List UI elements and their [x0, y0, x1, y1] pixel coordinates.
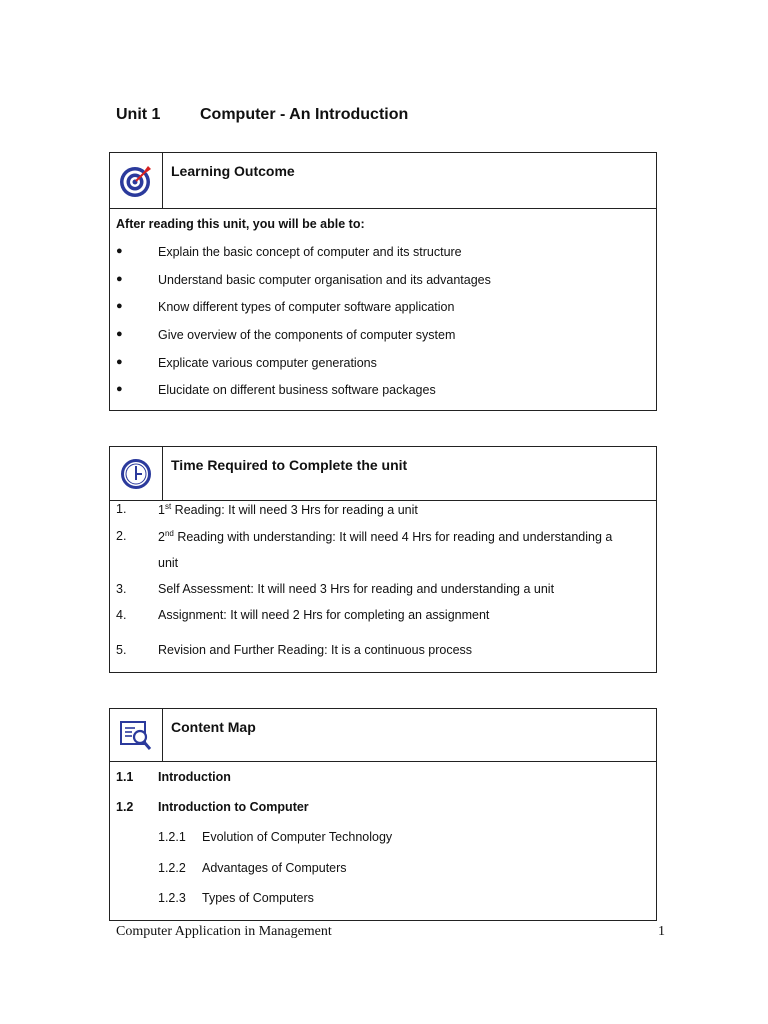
- time-item-description: Assignment: It will need 2 Hrs for completing an assignment: [158, 608, 490, 622]
- content-map-text: Introduction: [158, 770, 231, 784]
- learning-intro: After reading this unit, you will be able to:: [116, 217, 365, 231]
- content-map-number: 1.2: [116, 800, 134, 814]
- content-map-text: Advantages of Computers: [202, 861, 347, 875]
- page-number: 1: [658, 924, 665, 939]
- time-item-number: 4.: [116, 608, 127, 622]
- learning-item-text: Explain the basic concept of computer and its structure: [158, 245, 462, 259]
- content-map-title: Content Map: [171, 719, 256, 735]
- learning-outcome-header: [110, 153, 656, 209]
- target-icon: [118, 163, 154, 199]
- time-item-text: [158, 582, 554, 596]
- time-item-text: [158, 608, 489, 622]
- document-magnifier-icon: [118, 718, 154, 752]
- content-map-text: Types of Computers: [202, 891, 314, 905]
- time-item-description: Revision and Further Reading: It is a continuous process: [158, 643, 473, 657]
- footer-title: Computer Application in Management: [116, 924, 332, 939]
- time-item-number: 2.: [116, 529, 127, 543]
- learning-item-text: Explicate various computer generations: [158, 356, 377, 370]
- time-item-text: [158, 502, 418, 517]
- clock-icon: [120, 458, 152, 490]
- content-map-text: Introduction to Computer: [158, 800, 309, 814]
- content-map-number: 1.2.3: [158, 891, 186, 905]
- time-required-box: [109, 446, 657, 673]
- content-map-box: [109, 708, 657, 921]
- content-map-text: Evolution of Computer Technology: [202, 830, 393, 844]
- content-map-number: 1.2.2: [158, 861, 186, 875]
- time-item-number: 5.: [116, 643, 127, 657]
- content-map-number: 1.2.1: [158, 830, 186, 844]
- time-item-description: Reading: It will need 3 Hrs for reading a unit: [171, 503, 418, 518]
- learning-outcome-box: [109, 152, 657, 411]
- time-item-number: 1.: [116, 502, 127, 516]
- time-item-description: Self Assessment: It will need 3 Hrs for reading and understanding a unit: [158, 582, 555, 596]
- time-required-title: Time Required to Complete the unit: [171, 457, 408, 473]
- content-map-header: [110, 709, 656, 762]
- learning-item-text: Understand basic computer organisation and its advantages: [158, 273, 491, 287]
- time-item-text: [158, 643, 472, 657]
- learning-outcome-title: Learning Outcome: [171, 163, 295, 179]
- time-item-ordinal: 1: [158, 503, 165, 518]
- learning-item-text: Give overview of the components of computer system: [158, 328, 456, 342]
- time-item-ordinal-suffix: st: [164, 502, 172, 511]
- time-item-ordinal-suffix: nd: [164, 529, 174, 538]
- content-map-number: 1.1: [116, 770, 134, 784]
- bullet-icon: ●: [116, 383, 123, 395]
- unit-title: Computer - An Introduction: [200, 106, 409, 123]
- time-required-header: [110, 447, 656, 501]
- time-item-description: Reading with understanding: It will need 4 Hrs for reading and understanding a: [173, 530, 613, 545]
- time-item-number: 3.: [116, 582, 127, 596]
- unit-number: Unit 1: [116, 106, 161, 123]
- bullet-icon: ●: [116, 328, 123, 340]
- time-item-text: [158, 529, 612, 544]
- time-item-ordinal: 2: [158, 530, 165, 545]
- learning-item-text: Elucidate on different business software packages: [158, 383, 436, 397]
- bullet-icon: ●: [116, 273, 123, 285]
- bullet-icon: ●: [116, 300, 123, 312]
- time-item-continuation: unit: [158, 556, 179, 570]
- unit-heading: [116, 106, 408, 124]
- learning-item-text: Know different types of computer software application: [158, 300, 455, 314]
- bullet-icon: ●: [116, 356, 123, 368]
- bullet-icon: ●: [116, 245, 123, 257]
